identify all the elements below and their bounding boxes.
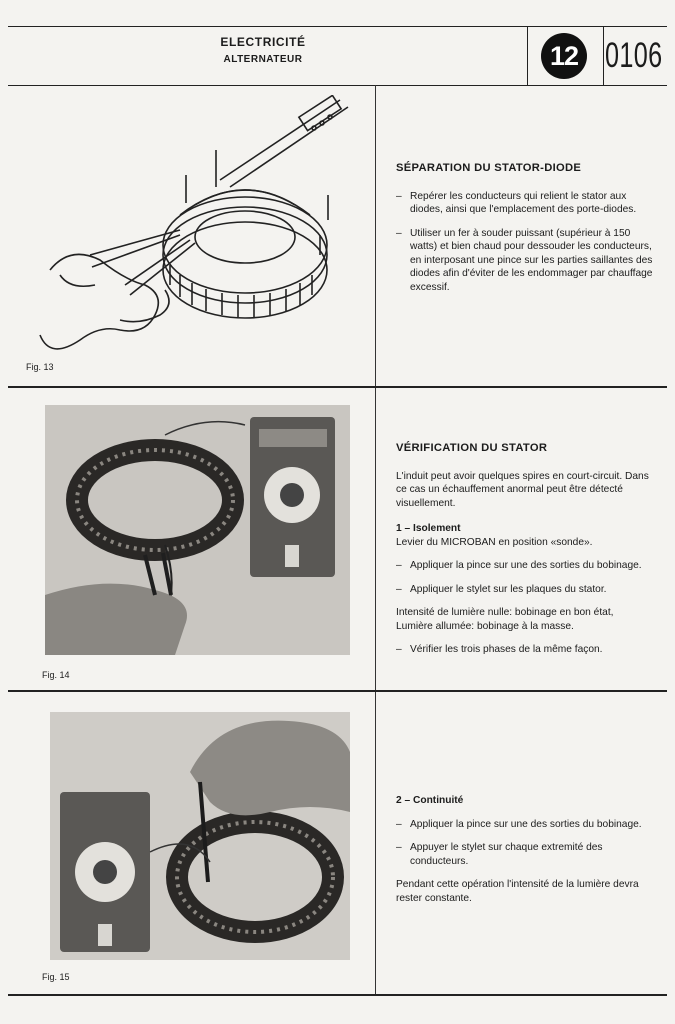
section1-bullet-text: Utiliser un fer à souder puissant (supérieur à 150 watts) et bien chaud pour dessouder les conducteurs, en interposant une pince sur les parties saillantes des diodes afin d'éviter de les endommager par chauffage excessif.	[410, 227, 653, 293]
section2-final-bullet-text: Vérifier les trois phases de la même façon.	[410, 644, 603, 655]
dash-icon: –	[396, 227, 402, 239]
dash-icon: –	[396, 190, 402, 202]
row-divider-bottom	[8, 994, 667, 996]
section2-intro: L'induit peut avoir quelques spires en court-circuit. Dans ce cas un échauffement anormal peut être détecté visuellement.	[396, 470, 649, 509]
section3-sub2-title: 2 – Continuité	[396, 795, 464, 806]
section3-bullet-text: Appliquer la pince sur une des sorties du bobinage.	[410, 818, 642, 830]
fig14-photo	[45, 405, 350, 655]
section3-bullet	[396, 818, 656, 832]
section2-result-1: Intensité de lumière nulle: bobinage en bon état,	[396, 607, 614, 618]
section-stator-check	[396, 442, 656, 667]
section2-bullet-text: Appliquer le stylet sur les plaques du stator.	[410, 583, 607, 595]
section2-bullet	[396, 559, 656, 573]
section3-closing: Pendant cette opération l'intensité de la lumière devra rester constante.	[396, 879, 639, 904]
section2-bullet-text: Appliquer la pince sur une des sorties du bobinage.	[410, 560, 642, 571]
section1-bullet	[396, 190, 656, 217]
chapter-badge-box	[527, 27, 604, 85]
fig13-illustration	[30, 95, 360, 355]
section2-result-2: Lumière allumée: bobinage à la masse.	[396, 620, 574, 632]
dash-icon: –	[396, 818, 402, 830]
section2-title: VÉRIFICATION DU STATOR	[396, 442, 548, 454]
section1-bullet-text: Repérer les conducteurs qui relient le stator aux diodes, ainsi que l'emplacement des porte-diodes.	[410, 190, 637, 215]
fig15-photo	[50, 712, 350, 960]
section1-bullet	[396, 227, 656, 295]
fig15-label: Fig. 15	[42, 972, 70, 982]
row-divider-1	[8, 386, 667, 388]
dash-icon: –	[396, 560, 402, 571]
fig14-label: Fig. 14	[42, 670, 70, 680]
column-divider	[375, 85, 376, 995]
dash-icon: –	[396, 583, 402, 595]
section3-bullet-text: Appuyer le stylet sur chaque extremité des conducteurs.	[410, 842, 603, 867]
dash-icon: –	[396, 644, 402, 655]
page-code: 0106	[605, 36, 663, 75]
section2-bullet	[396, 583, 656, 597]
section-stator-diode	[396, 162, 656, 304]
section2-final-bullet	[396, 643, 656, 657]
dash-icon: –	[396, 842, 402, 853]
section3-bullet	[396, 841, 656, 868]
page-header	[8, 26, 667, 86]
row-divider-2	[8, 690, 667, 692]
chapter-badge: 12	[541, 33, 587, 79]
section-continuity	[396, 794, 656, 915]
header-title: ELECTRICITÉ	[220, 35, 306, 49]
header-title-block	[128, 35, 398, 65]
fig13-label: Fig. 13	[26, 362, 54, 372]
header-subtitle: ALTERNATEUR	[223, 54, 303, 65]
section1-title: SÉPARATION DU STATOR-DIODE	[396, 162, 582, 174]
section2-sub1-title: 1 – Isolement	[396, 523, 461, 534]
section2-sub1-text: Levier du MICROBAN en position «sonde».	[396, 536, 593, 548]
